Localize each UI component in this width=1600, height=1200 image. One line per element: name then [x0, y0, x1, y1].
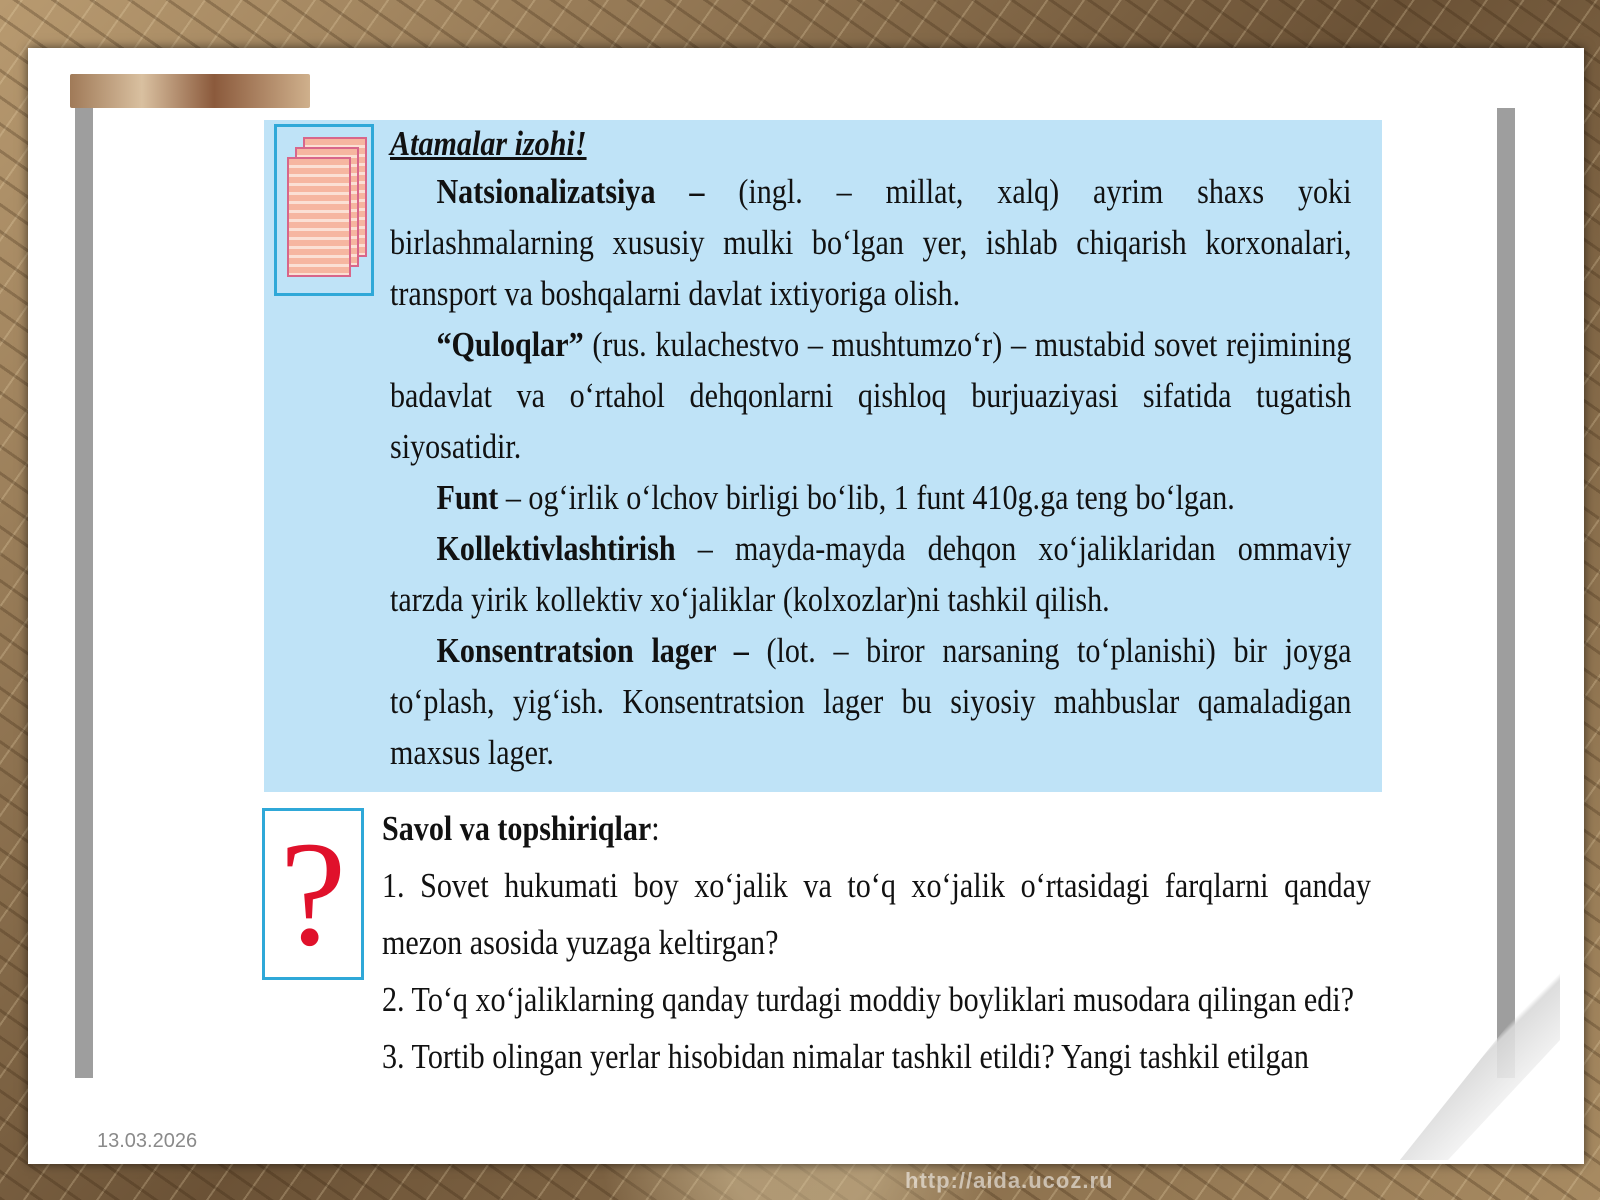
question-item: 3. Tortib olingan yerlar hisobidan nimalar tashkil etildi? Yangi tashkil etilgan: [382, 1037, 1309, 1076]
definition-item: [390, 166, 1351, 319]
definition-term: Natsionalizatsiya –: [436, 172, 705, 211]
question-item: 1. Sovet hukumati boy xo‘jalik va to‘q xo‘jalik o‘rtasidagi farqlarni qanday mezon asosida yuzaga keltirgan?: [382, 866, 1371, 962]
definition-item: [390, 319, 1351, 472]
document-page-front: [287, 157, 351, 277]
definition-text: (ingl. – millat, xalq) ayrim shaxs yoki birlashmalarning xususiy mulki bo‘lgan yer, ishlab chiqarish korxonalari, transport va boshqalarni davlat ixtiyoriga olish.: [390, 172, 1352, 313]
map-decoration: [70, 74, 310, 108]
definition-text: (rus. kulachestvo – mushtumzo‘r) – mustabid sovet rejimining badavlat va o‘rtahol dehqonlarni qishloq burjuaziyasi sifatida tugatish siyosatidir.: [390, 325, 1352, 466]
definition-item: [390, 523, 1351, 625]
definition-term: “Quloqlar”: [436, 325, 584, 364]
question-mark-icon: ?: [262, 808, 364, 980]
questions-heading: [382, 800, 1371, 857]
definition-term: Kollektivlashtirish: [436, 529, 676, 568]
watermark-url: http://aida.ucoz.ru: [905, 1168, 1114, 1193]
definition-text: – mayda-mayda dehqon xo‘jaliklaridan ommaviy tarzda yirik kollektiv xo‘jaliklar (kolxozlar)ni tashkil qilish.: [390, 529, 1352, 619]
document-icon: [274, 124, 374, 296]
slide-date: 13.03.2026: [97, 1130, 198, 1152]
definitions-heading: Atamalar izohi!: [390, 124, 587, 163]
definition-text: (lot. – biror narsaning to‘planishi) bir joyga to‘plash, yig‘ish. Konsentratsion lager bu siyosiy mahbuslar qamaladigan maxsus lager.: [390, 631, 1352, 772]
definitions-text: [390, 122, 1351, 778]
definition-term: Konsentratsion lager –: [436, 631, 749, 670]
definition-term: Funt: [436, 478, 499, 517]
definition-text: – og‘irlik o‘lchov birligi bo‘lib, 1 funt 410g.ga teng bo‘lgan.: [498, 478, 1235, 517]
definition-item: [390, 472, 1351, 523]
questions-heading-label: Savol va topshiriqlar: [382, 809, 652, 848]
question-item: 2. To‘q xo‘jaliklarning qanday turdagi moddiy boyliklari musodara qilingan edi?: [382, 980, 1355, 1019]
questions-text: [382, 800, 1371, 1085]
definition-item: [390, 625, 1351, 778]
questions-heading-colon: :: [651, 809, 660, 848]
